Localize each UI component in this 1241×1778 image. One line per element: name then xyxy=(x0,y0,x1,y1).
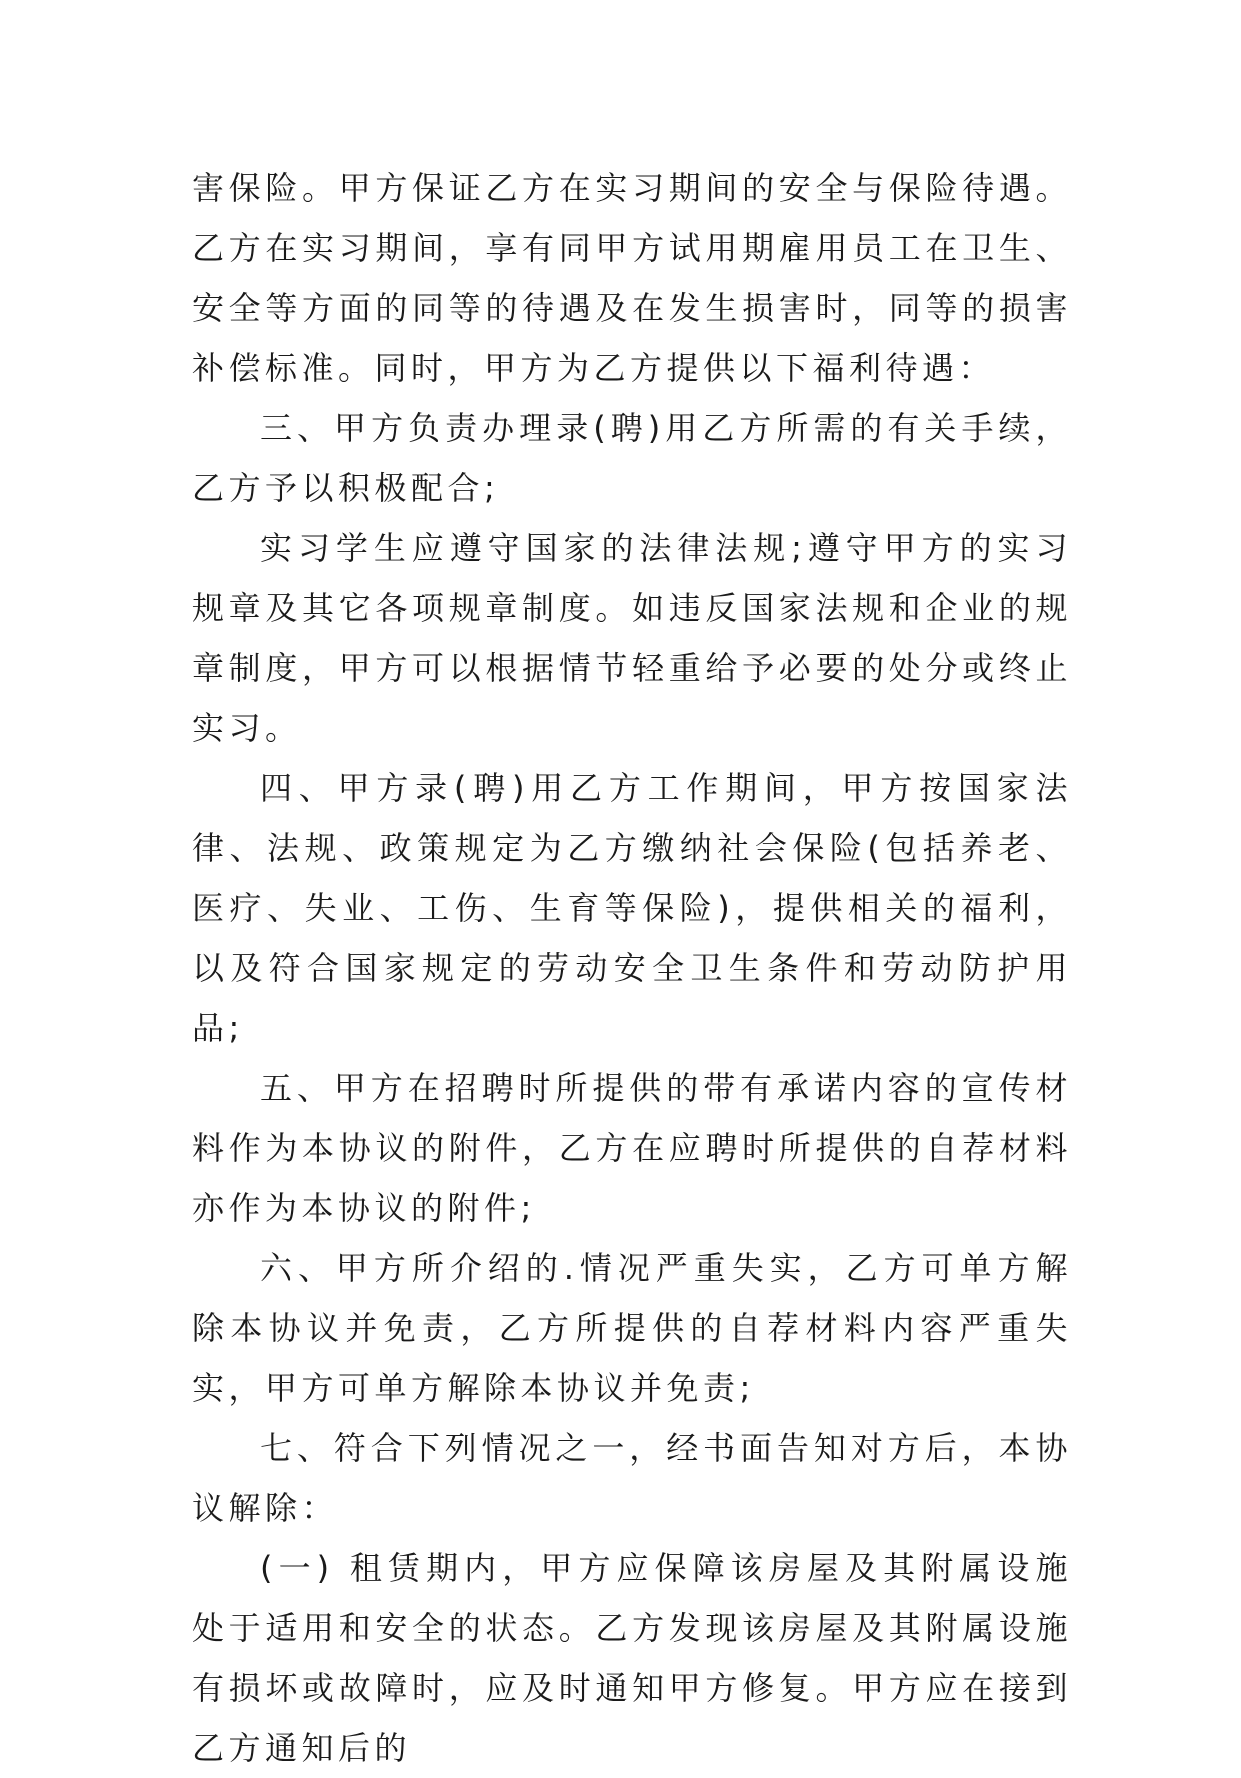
paragraph-intern-rules: 实习学生应遵守国家的法律法规;遵守甲方的实习规章及其它各项规章制度。如违反国家法规和企业的规章制度，甲方可以根据情节轻重给予必要的处分或终止实习。 xyxy=(192,529,1072,747)
paragraph-clause-7: 七、符合下列情况之一，经书面告知对方后，本协议解除： xyxy=(192,1429,1072,1527)
paragraph-clause-6: 六、甲方所介绍的.情况严重失实，乙方可单方解除本协议并免责，乙方所提供的自荐材料内容严重失实，甲方可单方解除本协议并免责; xyxy=(192,1249,1072,1407)
paragraph-clause-4: 四、甲方录(聘)用乙方工作期间，甲方按国家法律、法规、政策规定为乙方缴纳社会保险(包括养老、医疗、失业、工伤、生育等保险)，提供相关的福利，以及符合国家规定的劳动安全卫生条件和劳动防护用品; xyxy=(192,769,1072,1047)
paragraph-insurance-continued: 害保险。甲方保证乙方在实习期间的安全与保险待遇。乙方在实习期间，享有同甲方试用期雇用员工在卫生、安全等方面的同等的待遇及在发生损害时，同等的损害补偿标准。同时，甲方为乙方提供以下福利待遇： xyxy=(192,169,1072,387)
paragraph-sub-clause-1: (一) 租赁期内，甲方应保障该房屋及其附属设施处于适用和安全的状态。乙方发现该房屋及其附属设施有损坏或故障时，应及时通知甲方修复。甲方应在接到乙方通知后的 xyxy=(192,1549,1072,1767)
paragraph-clause-3: 三、甲方负责办理录(聘)用乙方所需的有关手续，乙方予以积极配合; xyxy=(192,409,1072,507)
paragraph-clause-5: 五、甲方在招聘时所提供的带有承诺内容的宣传材料作为本协议的附件，乙方在应聘时所提供的自荐材料亦作为本协议的附件; xyxy=(192,1069,1072,1227)
document-body xyxy=(192,158,1072,1778)
